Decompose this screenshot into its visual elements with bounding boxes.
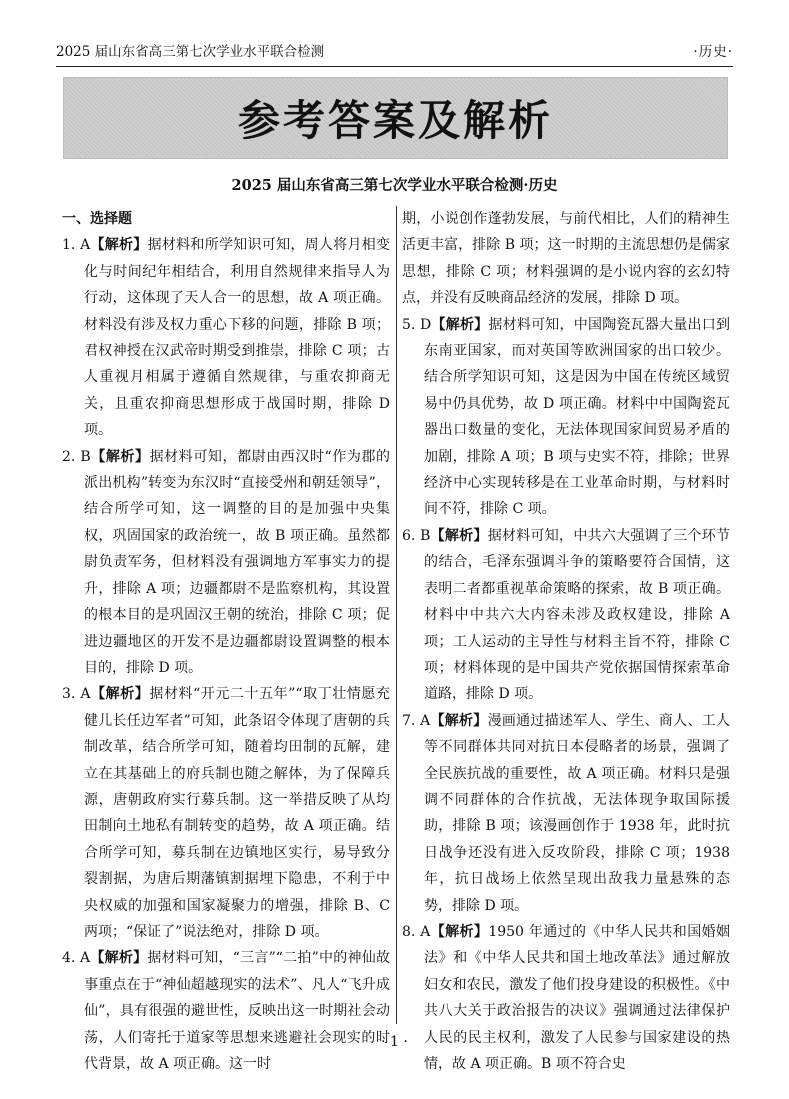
answer-item-6	[402, 523, 730, 708]
answer-item-5	[402, 312, 730, 523]
answer-item-2	[62, 444, 390, 682]
answer-text: 据材料和所学知识可知，周人将月相变化与时间纪年相结合，利用自然规律来指导人为行动，这体现了天人合一的思想，故 A 项正确。材料没有涉及权力重心下移的问题，排除 B 项；君权神授在汉武帝时期受到推崇，排除 C 项；古人重视月相属于遵循自然规律，与重农抑商无关，且重农抑商思想形成于战国时期，排除 D 项。	[84, 237, 391, 439]
analysis-tag: 【解析】	[431, 316, 489, 333]
answer-number: 6. B	[402, 527, 431, 544]
answer-text: 漫画通过描述军人、学生、商人、工人等不同群体共同对抗日本侵略者的场景，强调了全民族抗战的重要性，故 A 项正确。材料只是强调不同群体的合作抗战，无法体现争取国际援助，排除 B 项；该漫画创作于 1938 年，此时抗日战争还没有进入反攻阶段，排除 C 项；1938 年，抗日战场上依然呈现出敌我力量悬殊的态势，排除 D 项。	[424, 712, 731, 914]
answer-text: 据材料可知，都尉由西汉时“作为郡的派出机构”转变为东汉时“直接受州和朝廷领导”，结合所学可知，这一调整的目的是加强中央集权，巩固国家的政治统一，故 B 项正确。虽然都尉负责军务，但材料没有强调地方军事实力的提升，排除 A 项；边疆都尉不是监察机构，其设置的根本目的是巩固汉王朝的统治，排除 C 项；促进边疆地区的开发不是边疆都尉设置调整的根本目的，排除 D 项。	[84, 448, 391, 676]
analysis-tag: 【解析】	[90, 237, 148, 254]
answer-text: 据材料可知，“三言”“二拍”中的神仙故事重点在于“神仙超越现实的法术”、凡人“飞升成仙”，具有很强的避世性，反映出这一时期社会动荡，人们寄托于道家等思想来逃避社会现实的时代背景，故 A 项正确。这一时	[84, 950, 390, 1072]
left-column	[62, 206, 390, 1077]
answer-item-7	[402, 708, 730, 919]
analysis-tag: 【解析】	[430, 527, 488, 544]
answer-number: 2. B	[62, 448, 91, 465]
analysis-tag: 【解析】	[430, 923, 489, 940]
answer-item-3	[62, 681, 390, 945]
column-divider	[396, 206, 397, 1024]
header-subject: ·历史·	[693, 44, 733, 60]
analysis-tag: 【解析】	[90, 448, 150, 465]
answer-text: 据材料“开元二十五年”“取丁壮情愿充健儿长任边军者”可知，此条诏令体现了唐朝的兵制改革，结合所学可知，随着均田制的瓦解，建立在其基础上的府兵制也随之解体，为了保障兵源，唐朝政府实行募兵制。这一举措反映了从均田制向土地私有制转变的趋势，故 A 项正确。结合所学可知，募兵制在边镇地区实行，易导致分裂割据，为唐后期藩镇割据埋下隐患，不利于中央权威的加强和国家凝聚力的增强，排除 B、C 两项；“保证了”说法绝对，排除 D 项。	[84, 686, 391, 940]
running-header	[56, 40, 733, 67]
answer-item-4	[62, 945, 390, 1077]
answer-text: 据材料可知，中共六大强调了三个环节的结合，毛泽东强调斗争的策略要符合国情，这表明二者都重视革命策略的探索，故 B 项正确。材料中中共六大内容未涉及政权建设，排除 A 项；工人运动的主导性与材料主旨不符，排除 C 项；材料体现的是中国共产党依据国情探索革命道路，排除 D 项。	[424, 527, 731, 703]
answer-number: 4. A	[62, 950, 91, 967]
analysis-tag: 【解析】	[90, 950, 148, 967]
section-heading: 一、选择题	[62, 211, 132, 227]
document-subtitle: 2025 届山东省高三第七次学业水平联合检测·历史	[231, 177, 558, 194]
answer-number: 7. A	[402, 712, 431, 729]
header-exam-title: 2025 届山东省高三第七次学业水平联合检测	[56, 44, 325, 60]
answer-item-1	[62, 232, 390, 443]
answer-text: 据材料可知，中国陶瓷瓦器大量出口到东南亚国家，而对英国等欧洲国家的出口较少。结合所学知识可知，这是因为中国在传统区域贸易中仍具优势，故 D 项正确。材料中中国陶瓷瓦器出口数量的变化，无法体现国家间贸易矛盾的加剧，排除 A 项；B 项与史实不符，排除；世界经济中心实现转移是在工业革命时期，与材料时间不符，排除 C 项。	[424, 316, 731, 518]
banner-title: 参考答案及解析	[237, 96, 553, 145]
analysis-tag: 【解析】	[90, 686, 150, 703]
answer-number: 3. A	[62, 686, 91, 703]
answer-number: 8. A	[402, 923, 431, 940]
page-number: · 1 ·	[381, 1034, 408, 1050]
answer-4-continuation: 期，小说创作蓬勃发展，与前代相比，人们的精神生活更丰富，排除 B 项；这一时期的主流思想仍是儒家思想，排除 C 项；材料强调的是小说内容的玄幻特点，并没有反映商品经济的发展，排除 D 项。	[402, 211, 730, 307]
answer-banner	[63, 77, 728, 159]
right-column	[402, 206, 730, 1077]
analysis-tag: 【解析】	[430, 712, 488, 729]
answer-number: 5. D	[402, 316, 432, 333]
answer-item-8	[402, 919, 730, 1077]
answer-text: 1950 年通过的《中华人民共和国婚姻法》和《中华人民共和国土地改革法》通过解放妇女和农民，激发了他们投身建设的积极性。《中共八大关于政治报告的决议》强调通过法律保护人民的民主权利，激发了人民参与国家建设的热情，故 A 项正确。B 项不符合史	[424, 923, 730, 1072]
answer-number: 1. A	[62, 237, 91, 254]
